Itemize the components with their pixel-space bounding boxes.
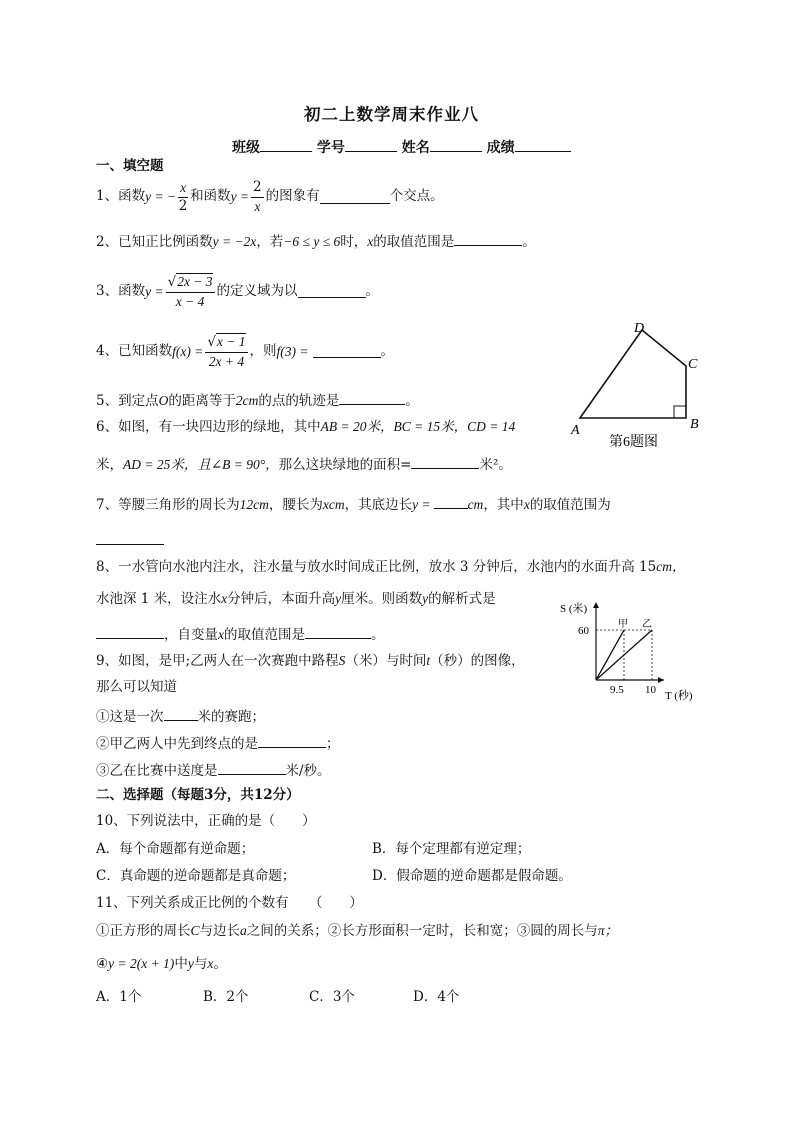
- question-9-sub-3: [96, 762, 331, 779]
- question-8-line-1: [96, 560, 685, 575]
- class-label: 班级: [232, 140, 260, 156]
- q1-answer-blank[interactable]: [320, 191, 390, 204]
- id-label: 学号: [316, 140, 345, 156]
- q9-t: t: [426, 653, 431, 668]
- fig9-x10: 10: [645, 684, 656, 696]
- name-field[interactable]: [430, 139, 482, 152]
- q11-option-d[interactable]: D．4个: [413, 989, 460, 1005]
- q4-func: f(x) =: [172, 343, 204, 359]
- q8-formula-blank[interactable]: [96, 626, 164, 639]
- q2-range: −6 ≤ y ≤ 6: [283, 234, 341, 249]
- q1-text-a: 1、函数: [96, 188, 146, 205]
- fig9-ylabel: S (米): [560, 603, 588, 615]
- fig9-yi: 乙: [642, 619, 652, 630]
- q10-option-a[interactable]: A．每个命题都有逆命题；: [96, 841, 255, 857]
- q7-text-a: 7、等腰三角形的周长为: [96, 497, 240, 513]
- q7-var: x: [523, 497, 530, 512]
- class-field[interactable]: [260, 139, 312, 152]
- section-multiple-choice: 二、选择题（每题3分，共12分）: [96, 787, 300, 803]
- q9-sub1-b: 米的赛跑；: [197, 709, 265, 725]
- q11-text-2c: 与: [193, 956, 208, 972]
- fig6-label-c: C: [688, 357, 698, 372]
- q2-var: x: [367, 234, 374, 249]
- q7-perimeter: 12cm: [239, 497, 269, 512]
- question-1: [96, 180, 444, 214]
- q9-sub2-a: ②甲乙两人中先到终点的是: [96, 736, 258, 752]
- question-9-line-2: 那么可以知道: [96, 679, 177, 695]
- q11-text-2a: ④: [96, 956, 109, 972]
- q9-text-1b: （米）与时间: [345, 653, 427, 669]
- jia-line: [596, 630, 624, 680]
- q4-frac: $\frac{√x - 1}{2x + 4}$: [207, 334, 246, 369]
- q7-text-e: 的取值范围为: [529, 497, 611, 513]
- question-4: [96, 334, 394, 369]
- q5-dist: 2cm: [235, 393, 259, 408]
- q8-text-2d: 的解析式是: [428, 591, 496, 607]
- fig6-caption: 第6题图: [609, 435, 658, 450]
- q5-text-d: 。: [405, 393, 419, 409]
- question-11-line-2: [96, 957, 227, 972]
- q8-text-3b: 的取值范围是: [224, 627, 305, 643]
- q4-eval: f(3) =: [276, 343, 309, 359]
- fig9-jia: 甲: [618, 619, 628, 630]
- q1-func1: y = −: [145, 189, 177, 205]
- q9-text-1c: （秒）的图像，: [430, 653, 525, 669]
- q8-text-3c: 。: [371, 627, 385, 643]
- q7-leg: xcm: [322, 497, 345, 512]
- figure-9-race-graph: [554, 598, 714, 704]
- q1-frac1: $\frac{x}{2}$: [178, 180, 188, 214]
- student-info-line: [232, 139, 571, 155]
- q6-text-1: 6、如图，有一块四边形的绿地，其中: [96, 419, 321, 435]
- q7-text-b: ，腰长为: [268, 497, 323, 513]
- score-field[interactable]: [515, 139, 571, 152]
- question-7: [96, 496, 611, 513]
- q11-option-a[interactable]: A．1个: [96, 989, 142, 1005]
- q11-text-2b: 中: [174, 956, 188, 972]
- question-6-line-2: [96, 456, 512, 473]
- q8-text-3a: ，自变量: [164, 627, 218, 643]
- q3-text-a: 3、函数: [96, 282, 146, 299]
- score-label: 成绩: [486, 140, 515, 156]
- q7-unit: cm: [467, 497, 484, 512]
- q2-text-a: 2、已知正比例函数: [96, 234, 213, 250]
- q4-text-c: 。: [380, 342, 395, 359]
- q2-text-d: 的取值范围是: [373, 234, 455, 250]
- q8-range-blank[interactable]: [305, 626, 371, 639]
- q10-option-c[interactable]: C．真命题的逆命题都是真命题；: [96, 868, 296, 884]
- q5-text-b: 的距离等于: [168, 393, 236, 409]
- q2-text-b: ，若: [256, 234, 284, 250]
- q8-text-1: 8、一水管向水池内注水，注水量与放水时间成正比例，放水 3 分钟后，水池内的水面升高 15: [96, 559, 657, 575]
- q11-text-2d: 。: [213, 956, 227, 972]
- question-9-line-1: [96, 654, 525, 669]
- q8-y: y: [335, 591, 342, 606]
- q1-func2: y =: [230, 189, 250, 205]
- question-9-sub-2: [96, 735, 340, 752]
- q10-option-b[interactable]: B．每个定理都有逆定理；: [372, 841, 531, 857]
- q9-s: S: [338, 653, 346, 668]
- q8-text-2b: 分钟后，本面升高: [227, 591, 336, 607]
- q6-text-2a: 米，: [96, 457, 123, 473]
- q11-option-b[interactable]: B．2个: [203, 989, 249, 1005]
- q2-text-e: 。: [522, 234, 536, 250]
- section-fill-blank: 一、填空题: [96, 158, 164, 174]
- q4-answer-blank[interactable]: [313, 345, 381, 358]
- yi-line: [596, 630, 652, 680]
- q7-range-blank[interactable]: [96, 532, 164, 545]
- q3-frac: $\frac{√2x - 3}{x - 4}$: [167, 274, 213, 309]
- q6-text-2c: 米²。: [479, 457, 512, 473]
- q4-text-b: ，则: [249, 342, 277, 359]
- q1-frac2: $\frac{2}{x}$: [253, 179, 262, 214]
- q8-func: y: [422, 591, 429, 606]
- q6-bc: BC = 15米，: [393, 419, 468, 434]
- fig9-xlabel: T (秒): [665, 690, 693, 702]
- id-field[interactable]: [345, 139, 397, 152]
- q6-answer-blank[interactable]: [411, 456, 479, 469]
- q1-text-b: 和函数: [190, 188, 231, 205]
- q11-option-c[interactable]: C．3个: [309, 989, 355, 1005]
- question-8-line-2: [96, 592, 496, 607]
- q11-pi: π；: [597, 923, 619, 938]
- q2-func: y = −2x: [212, 234, 257, 249]
- q9-distance-blank[interactable]: [164, 708, 198, 721]
- q9-text-1a: 9、如图，是甲;乙两人在一次赛跑中路程: [96, 653, 339, 669]
- q11-c: C: [190, 923, 200, 938]
- q3-answer-blank[interactable]: [298, 285, 366, 298]
- q11-y: y: [187, 956, 194, 971]
- question-8-line-3: [96, 626, 385, 643]
- q2-answer-blank[interactable]: [454, 233, 522, 246]
- q9-sub2-b: ；: [326, 736, 340, 752]
- q11-x: x: [207, 956, 214, 971]
- q3-text-c: 。: [365, 282, 380, 299]
- q4-text-a: 4、已知函数: [96, 342, 173, 359]
- figure-6-quadrilateral: [568, 318, 708, 454]
- name-label: 姓名: [401, 140, 430, 156]
- question-9-sub-1: [96, 708, 265, 725]
- question-6-line-1: [96, 420, 515, 435]
- q1-text-c: 的图象有: [265, 188, 320, 205]
- question-11-line-1: [96, 924, 618, 939]
- q11-func: y = 2(x + 1): [108, 956, 175, 971]
- q8-x: x: [221, 591, 228, 606]
- q9-winner-blank[interactable]: [258, 735, 326, 748]
- question-10-stem: 10、下列说法中，正确的是（ ）: [96, 813, 316, 829]
- q6-ad: AD = 25米，且∠B = 90°，: [123, 457, 279, 472]
- q6-text-2b: 那么这块绿地的面积=: [278, 457, 412, 473]
- question-11-stem: 11、下列关系成正比例的个数有 （ ）: [96, 895, 363, 911]
- fig6-label-d: D: [634, 321, 645, 336]
- q3-text-b: 的定义域为以: [216, 282, 298, 299]
- q5-text-a: 5、到定点: [96, 393, 159, 409]
- q11-text-1c: 之间的关系；②长方形面积一定时，长和宽；③圆的周长与: [246, 923, 598, 939]
- q11-a: a: [240, 923, 247, 938]
- q9-sub3-b: 米/秒。: [285, 763, 331, 779]
- q9-sub1-a: ①这是一次: [96, 709, 164, 725]
- q9-speed-blank[interactable]: [218, 762, 286, 775]
- q8-unit: cm，: [656, 559, 686, 574]
- q8-text-2c: 厘米。则函数: [341, 591, 423, 607]
- q2-text-c: 时，: [340, 234, 368, 250]
- q1-text-d: 个交点。: [389, 188, 444, 205]
- fig6-label-b: B: [690, 417, 699, 432]
- q8-var: x: [218, 627, 224, 642]
- q5-answer-blank[interactable]: [339, 392, 405, 405]
- q7-text-d: ，其中: [483, 497, 524, 513]
- q5-point: O: [158, 393, 169, 408]
- fig9-x95: 9.5: [610, 684, 624, 696]
- fig9-y60: 60: [578, 625, 589, 637]
- q6-cd: CD = 14: [467, 419, 516, 434]
- question-5: [96, 392, 419, 409]
- q9-sub3-a: ③乙在比赛中送度是: [96, 763, 218, 779]
- question-3: [96, 274, 379, 309]
- q11-text-1b: 与边长: [199, 923, 241, 939]
- fig6-label-a: A: [571, 423, 580, 438]
- q3-func: y =: [145, 283, 164, 299]
- q7-text-c: ，其底边长: [344, 497, 413, 513]
- q10-option-d[interactable]: D．假命题的逆命题都是假命题。: [372, 868, 572, 884]
- page-title: 初二上数学周末作业八: [304, 105, 479, 124]
- question-2: [96, 233, 536, 250]
- q8-text-2a: 水池深 1 米，设注水: [96, 591, 222, 607]
- q7-answer-blank[interactable]: [434, 496, 468, 509]
- q5-text-c: 的点的轨迹是: [258, 393, 340, 409]
- q6-ab: AB = 20米，: [320, 419, 394, 434]
- q7-base-y: y =: [412, 497, 431, 512]
- q11-text-1a: ①正方形的周长: [96, 923, 191, 939]
